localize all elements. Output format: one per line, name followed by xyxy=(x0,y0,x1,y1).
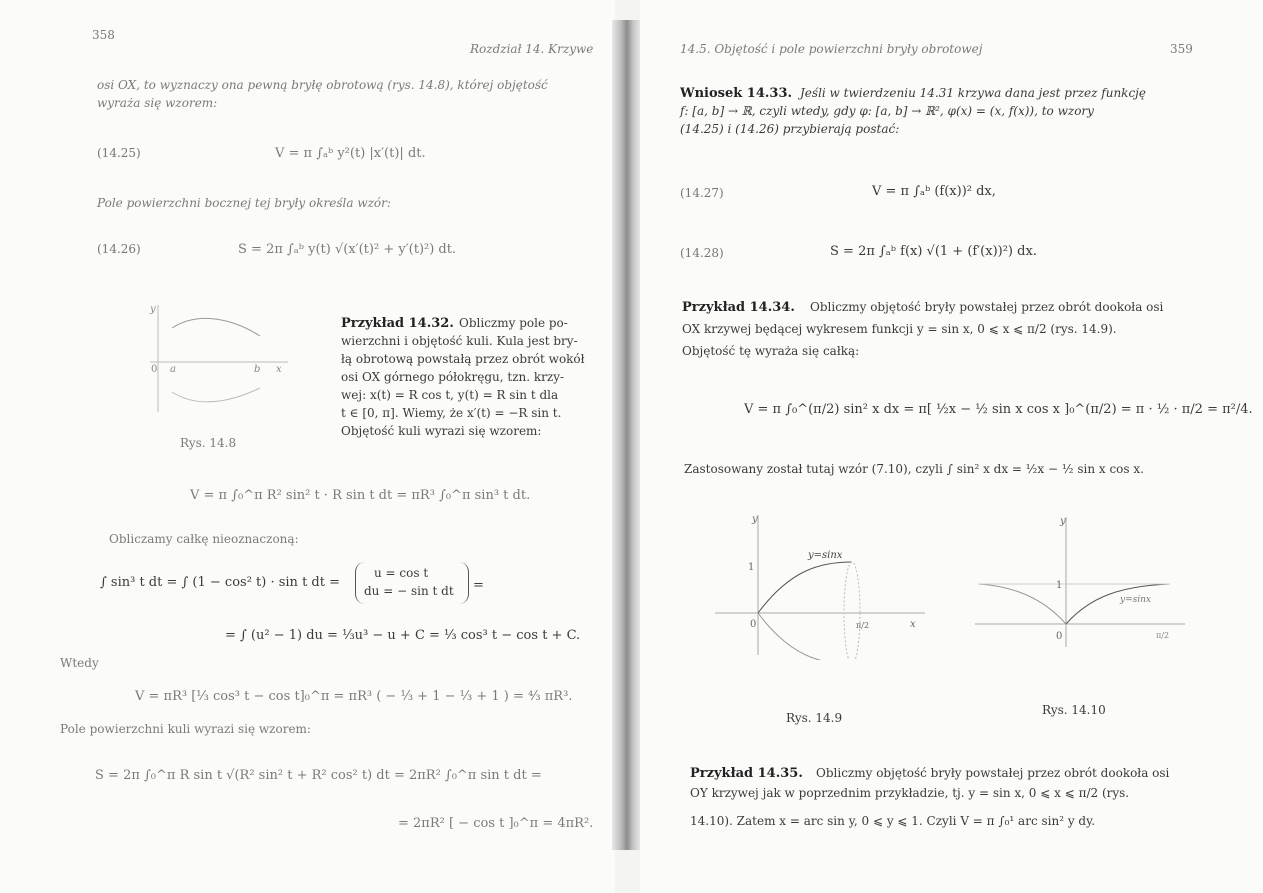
intro-line-1: osi OX, to wyznaczy ona pewną bryłę obrotową (rys. 14.8), której objętość xyxy=(97,78,548,92)
fig-14-8-b: b xyxy=(254,364,261,375)
indefinite-text: Obliczamy całkę nieoznaczoną: xyxy=(109,532,299,546)
equation-14-26: S = 2π ∫ₐᵇ y(t) √(x′(t)² + y′(t)²) dt. xyxy=(238,242,457,257)
substitution-equals: = xyxy=(473,578,484,593)
fig-14-9-mirror-curve xyxy=(758,613,852,660)
fig-14-9-one: 1 xyxy=(748,562,755,573)
fig-14-10-mirror-curve xyxy=(978,584,1066,624)
fig-14-9-y-label: y xyxy=(752,514,758,525)
fig-14-9-pi-half: π/2 xyxy=(856,621,870,630)
equation-surface-1: S = 2π ∫₀^π R sin t √(R² sin² t + R² cos² t) dt = 2πR² ∫₀^π sin t dt = xyxy=(95,768,542,783)
left-page xyxy=(0,0,615,893)
equation-sin-volume: V = π ∫₀^(π/2) sin² x dx = π[ ½x − ½ sin x cos x ]₀^(π/2) = π · ½ · π/2 = π²/4. xyxy=(744,402,1253,417)
example-14-32-line-4: osi OX górnego półokręgu, tzn. krzy- xyxy=(341,370,565,384)
example-14-35-line-3: 14.10). Zatem x = arc sin y, 0 ⩽ y ⩽ 1. Czyli V = π ∫₀¹ arc sin² y dy. xyxy=(690,814,1096,828)
page-number-left: 358 xyxy=(92,28,115,42)
figure-14-10-caption: Rys. 14.10 xyxy=(1042,703,1106,717)
example-14-32-line-5: wej: x(t) = R cos t, y(t) = R sin t dla xyxy=(341,388,559,402)
fig-14-8-curve xyxy=(172,318,260,336)
corollary-line-1: Jeśli w twierdzeniu 14.31 krzywa dana jest przez funkcję xyxy=(800,86,1146,100)
example-14-32-line-2: wierzchni i objętość kuli. Kula jest bry- xyxy=(341,334,578,348)
example-14-34-line-3: Objętość tę wyraża się całką: xyxy=(682,344,860,358)
running-head-right: 14.5. Objętość i pole powierzchni bryły obrotowej xyxy=(680,42,983,56)
equation-number-14-25: (14.25) xyxy=(97,146,141,160)
example-14-35-line-2: OY krzywej jak w poprzednim przykładzie, tj. y = sin x, 0 ⩽ x ⩽ π/2 (rys. xyxy=(690,786,1130,800)
running-head-left: Rozdział 14. Krzywe xyxy=(470,42,594,56)
area-text: Pole powierzchni bocznej tej bryły określa wzór: xyxy=(97,196,391,210)
fig-14-9-x-label: x xyxy=(910,619,916,630)
figure-14-9-caption: Rys. 14.9 xyxy=(786,711,843,725)
example-14-34-heading: Przykład 14.34. xyxy=(682,300,795,315)
example-14-32-line-7: Objętość kuli wyrazi się wzorem: xyxy=(341,424,542,438)
equation-14-25: V = π ∫ₐᵇ y²(t) |x′(t)| dt. xyxy=(275,146,426,161)
fig-14-10-pi-half: π/2 xyxy=(1156,631,1170,640)
equation-integral-2: = ∫ (u² − 1) du = ⅓u³ − u + C = ⅓ cos³ t − cos t + C. xyxy=(225,628,581,643)
page-number-right: 359 xyxy=(1170,42,1193,56)
corollary-14-33-heading: Wniosek 14.33. xyxy=(680,86,793,101)
surface-text: Pole powierzchni kuli wyrazi się wzorem: xyxy=(60,722,311,736)
figure-14-10 xyxy=(970,512,1190,652)
fig-14-8-mirror-curve xyxy=(172,388,260,402)
fig-14-8-y-label: y xyxy=(150,304,156,315)
applied-formula-text: Zastosowany został tutaj wzór (7.10), czyli ∫ sin² x dx = ½x − ½ sin x cos x. xyxy=(684,462,1144,476)
fig-14-10-y-label: y xyxy=(1060,516,1066,527)
fig-14-10-one: 1 xyxy=(1056,580,1063,591)
equation-14-28: S = 2π ∫ₐᵇ f(x) √(1 + (f′(x))²) dx. xyxy=(830,244,1037,259)
figure-14-9 xyxy=(710,510,930,660)
figure-14-8-caption: Rys. 14.8 xyxy=(180,436,237,450)
example-14-35-line-1: Obliczmy objętość bryły powstałej przez obrót dookoła osi xyxy=(816,766,1170,780)
corollary-line-2: f: [a, b] → ℝ, czyli wtedy, gdy φ: [a, b] → ℝ², φ(x) = (x, f(x)), to wzory xyxy=(680,104,1094,118)
fig-14-10-curve-label: y=sinx xyxy=(1120,595,1151,605)
equation-volume: V = π ∫₀^π R² sin² t · R sin t dt = πR³ ∫₀^π sin³ t dt. xyxy=(190,488,531,503)
example-14-32-line-3: łą obrotową powstałą przez obrót wokół xyxy=(341,352,585,366)
fig-14-9-zero: 0 xyxy=(750,619,757,630)
equation-volume-result: V = πR³ [⅓ cos³ t − cos t]₀^π = πR³ ( − ⅓ + 1 − ⅓ + 1 ) = ⁴⁄₃ πR³. xyxy=(135,689,573,704)
fig-14-8-a: a xyxy=(170,364,176,375)
fig-14-8-zero: 0 xyxy=(151,364,158,375)
fig-14-9-curve xyxy=(758,562,852,613)
equation-14-27: V = π ∫ₐᵇ (f(x))² dx, xyxy=(872,184,996,199)
fig-14-8-x-label: x xyxy=(276,364,282,375)
substitution-brace xyxy=(355,562,469,604)
book-gutter xyxy=(612,20,642,850)
equation-number-14-26: (14.26) xyxy=(97,242,141,256)
fig-14-9-curve-label: y=sinx xyxy=(808,550,843,561)
substitution-top: u = cos t xyxy=(374,566,429,580)
equation-number-14-28: (14.28) xyxy=(680,246,724,260)
equation-integral-1: ∫ sin³ t dt = ∫ (1 − cos² t) · sin t dt = xyxy=(100,575,340,590)
equation-number-14-27: (14.27) xyxy=(680,186,724,200)
then-word: Wtedy xyxy=(60,656,99,670)
equation-surface-2: = 2πR² [ − cos t ]₀^π = 4πR². xyxy=(398,816,594,831)
right-page xyxy=(640,0,1263,893)
substitution-bottom: du = − sin t dt xyxy=(364,584,454,598)
example-14-35-heading: Przykład 14.35. xyxy=(690,766,803,781)
figure-14-8 xyxy=(140,300,290,425)
example-14-34-line-2: OX krzywej będącej wykresem funkcji y = sin x, 0 ⩽ x ⩽ π/2 (rys. 14.9). xyxy=(682,322,1117,336)
example-14-32-line-6: t ∈ [0, π]. Wiemy, że x′(t) = −R sin t. xyxy=(341,406,562,420)
example-14-32-line-1: Obliczmy pole po- xyxy=(459,316,568,330)
fig-14-10-curve xyxy=(1066,584,1170,624)
example-14-32-heading: Przykład 14.32. xyxy=(341,316,454,331)
example-14-34-line-1: Obliczmy objętość bryły powstałej przez obrót dookoła osi xyxy=(810,300,1164,314)
intro-line-2: wyraża się wzorem: xyxy=(97,96,218,110)
corollary-line-3: (14.25) i (14.26) przybierają postać: xyxy=(680,122,900,136)
fig-14-9-disc xyxy=(844,562,860,660)
fig-14-10-zero: 0 xyxy=(1056,631,1063,642)
